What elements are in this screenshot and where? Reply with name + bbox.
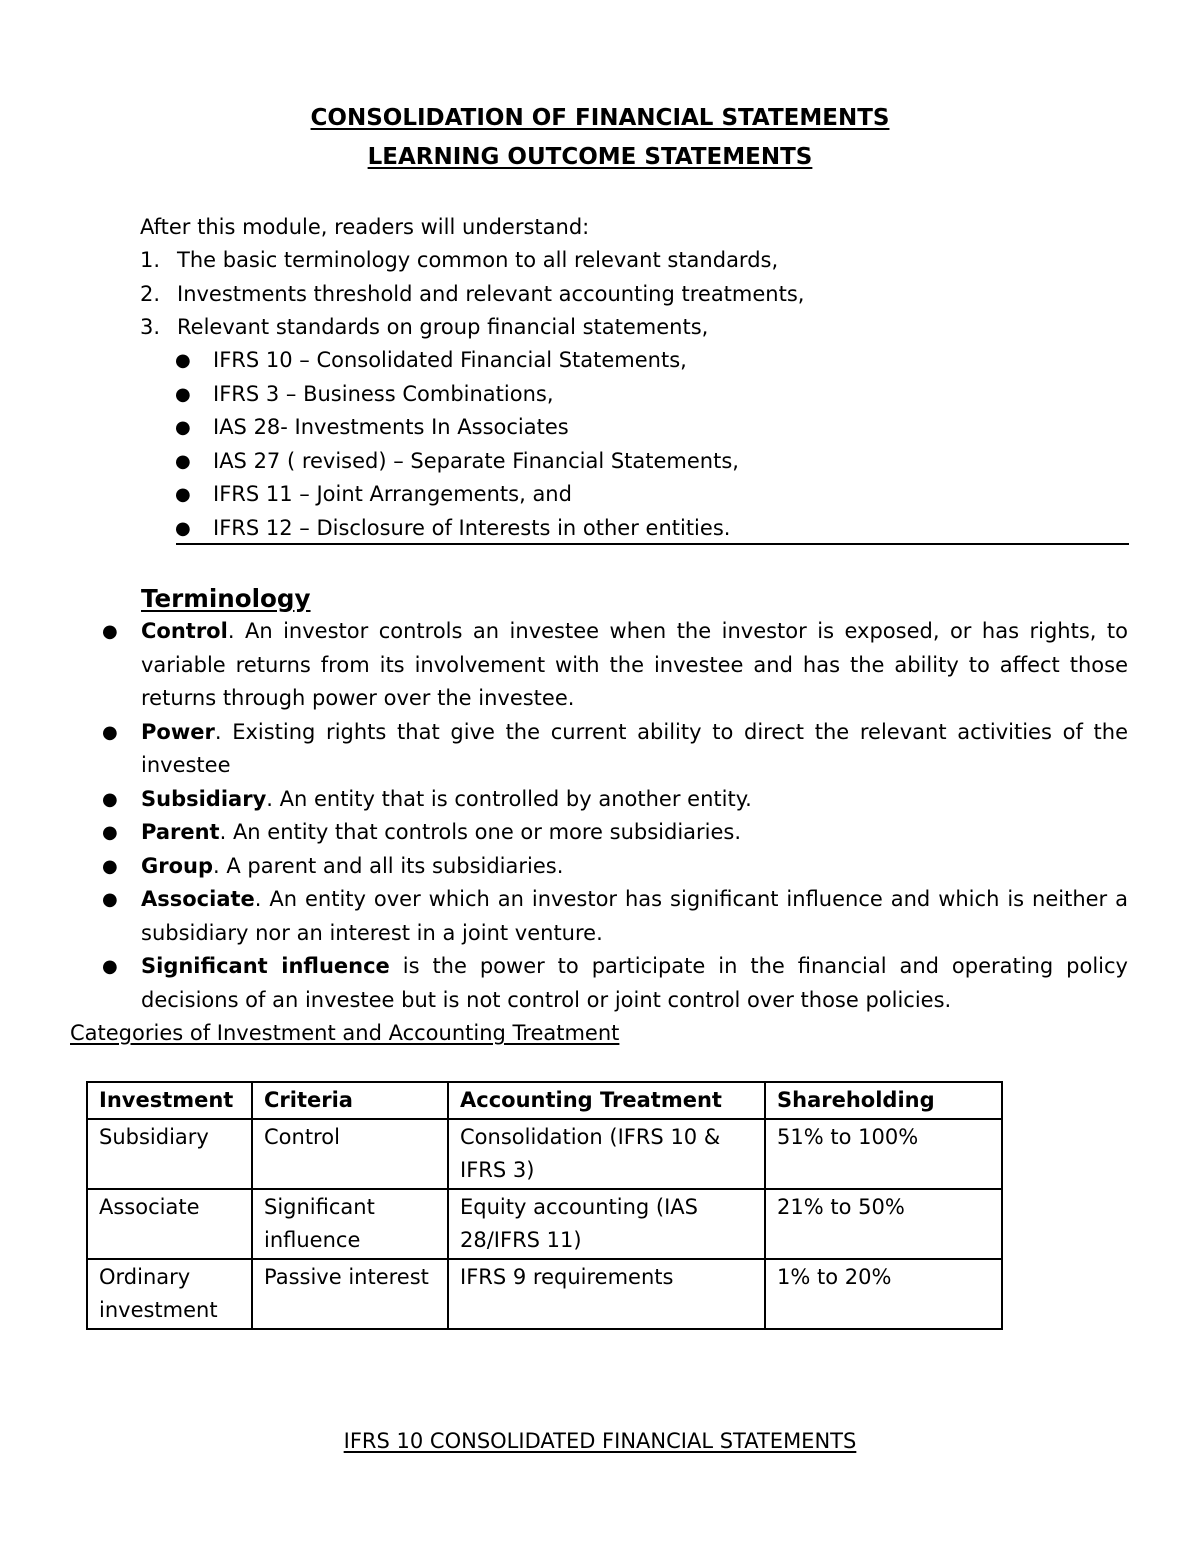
term-name: Parent [141, 820, 220, 844]
list-item [100, 883, 1128, 950]
list-item-text: IFRS 12 – Disclosure of Interests in other entities. [213, 515, 731, 540]
table-row [87, 1189, 1002, 1259]
term-name: Group [141, 853, 214, 878]
table-cell: IFRS 9 requirements [448, 1259, 765, 1329]
table-cell: 21% to 50% [765, 1189, 1002, 1259]
list-item [100, 783, 1128, 817]
column-header: Shareholding [765, 1082, 1002, 1119]
term-definition: . An entity over which an investor has significant influence and which is neither a subsidiary nor an interest in a joint venture. [141, 887, 1128, 945]
categories-heading: Categories of Investment and Accounting Treatment [70, 1021, 620, 1045]
list-item [100, 850, 1128, 884]
bullet-icon: ● [175, 450, 191, 472]
term-name: Control [141, 619, 228, 643]
term-name: Subsidiary [141, 786, 267, 811]
list-item [100, 816, 1128, 850]
bullet-icon: ● [102, 721, 118, 743]
bullet-icon: ● [175, 350, 191, 371]
table-cell: 51% to 100% [765, 1119, 1002, 1189]
horizontal-divider [176, 543, 1129, 545]
list-item [140, 278, 1140, 312]
bullet-icon: ● [175, 417, 191, 438]
list-item [175, 411, 1135, 445]
table-cell: 1% to 20% [765, 1259, 1002, 1329]
list-item [175, 344, 1135, 378]
list-item [140, 244, 1140, 278]
bullet-icon: ● [175, 484, 191, 505]
standards-list [175, 344, 1135, 545]
table-header-row [87, 1082, 1002, 1119]
term-definition: . An entity that is controlled by another entity. [266, 786, 752, 811]
list-item [100, 615, 1128, 716]
terminology-list [100, 615, 1128, 1017]
list-item-text: IFRS 11 – Joint Arrangements, and [213, 482, 572, 506]
list-item-text: The basic terminology common to all relevant standards, [177, 248, 779, 272]
list-item [100, 716, 1128, 783]
table-cell: Ordinary investment [87, 1259, 252, 1329]
bullet-icon: ● [102, 855, 118, 877]
table-cell: Significant influence [252, 1189, 448, 1259]
list-item [175, 512, 1135, 546]
table-row [87, 1259, 1002, 1329]
table-row [87, 1119, 1002, 1189]
bullet-icon: ● [175, 517, 191, 539]
document-title: CONSOLIDATION OF FINANCIAL STATEMENTS [310, 105, 890, 131]
term-definition: . An investor controls an investee when the investor is exposed, or has rights, to variable returns from its involvement with the investee and has the ability to affect those returns through power over the investee. [141, 619, 1128, 710]
bullet-icon: ● [102, 889, 118, 910]
list-item [175, 445, 1135, 479]
list-number: 3. [140, 315, 161, 339]
outcome-list [140, 244, 1140, 345]
table-cell: Control [252, 1119, 448, 1189]
bullet-icon: ● [102, 956, 118, 977]
document-subtitle: LEARNING OUTCOME STATEMENTS [367, 144, 813, 170]
bullet-icon: ● [102, 621, 118, 642]
table-cell: Equity accounting (IAS 28/IFRS 11) [448, 1189, 765, 1259]
list-item-text: Investments threshold and relevant accounting treatments, [177, 281, 805, 306]
term-definition: is the power to participate in the financial and operating policy decisions of an investee but is not control or joint control over those policies. [141, 954, 1128, 1012]
table-cell: Associate [87, 1189, 252, 1259]
list-number: 2. [140, 281, 161, 306]
bullet-icon: ● [175, 383, 191, 405]
next-section-title: IFRS 10 CONSOLIDATED FINANCIAL STATEMENTS [343, 1429, 857, 1453]
bullet-icon: ● [102, 788, 118, 810]
list-item [100, 950, 1128, 1017]
term-definition: . A parent and all its subsidiaries. [213, 853, 564, 878]
table-cell: Subsidiary [87, 1119, 252, 1189]
list-item [175, 478, 1135, 512]
investment-categories-table [86, 1081, 1003, 1330]
bullet-icon: ● [102, 822, 118, 843]
term-definition: . An entity that controls one or more subsidiaries. [219, 820, 742, 844]
list-item-text: IFRS 10 – Consolidated Financial Statements, [213, 348, 687, 372]
list-item-text: Relevant standards on group financial statements, [177, 315, 709, 339]
term-name: Significant influence [141, 954, 390, 978]
term-name: Power [141, 719, 215, 744]
list-number: 1. [140, 248, 161, 272]
term-definition: . Existing rights that give the current ability to direct the relevant activities of the investee [141, 719, 1128, 777]
intro-text: After this module, readers will understand: [140, 215, 590, 239]
term-name: Associate [141, 887, 255, 911]
list-item [140, 311, 1140, 345]
table-cell: Passive interest [252, 1259, 448, 1329]
list-item-text: IAS 28- Investments In Associates [213, 415, 569, 439]
table-cell: Consolidation (IFRS 10 & IFRS 3) [448, 1119, 765, 1189]
list-item-text: IFRS 3 – Business Combinations, [213, 381, 554, 406]
column-header: Accounting Treatment [448, 1082, 765, 1119]
list-item [175, 378, 1135, 412]
list-item-text: IAS 27 ( revised) – Separate Financial Statements, [213, 448, 739, 473]
terminology-heading: Terminology [141, 584, 311, 613]
column-header: Criteria [252, 1082, 448, 1119]
column-header: Investment [87, 1082, 252, 1119]
